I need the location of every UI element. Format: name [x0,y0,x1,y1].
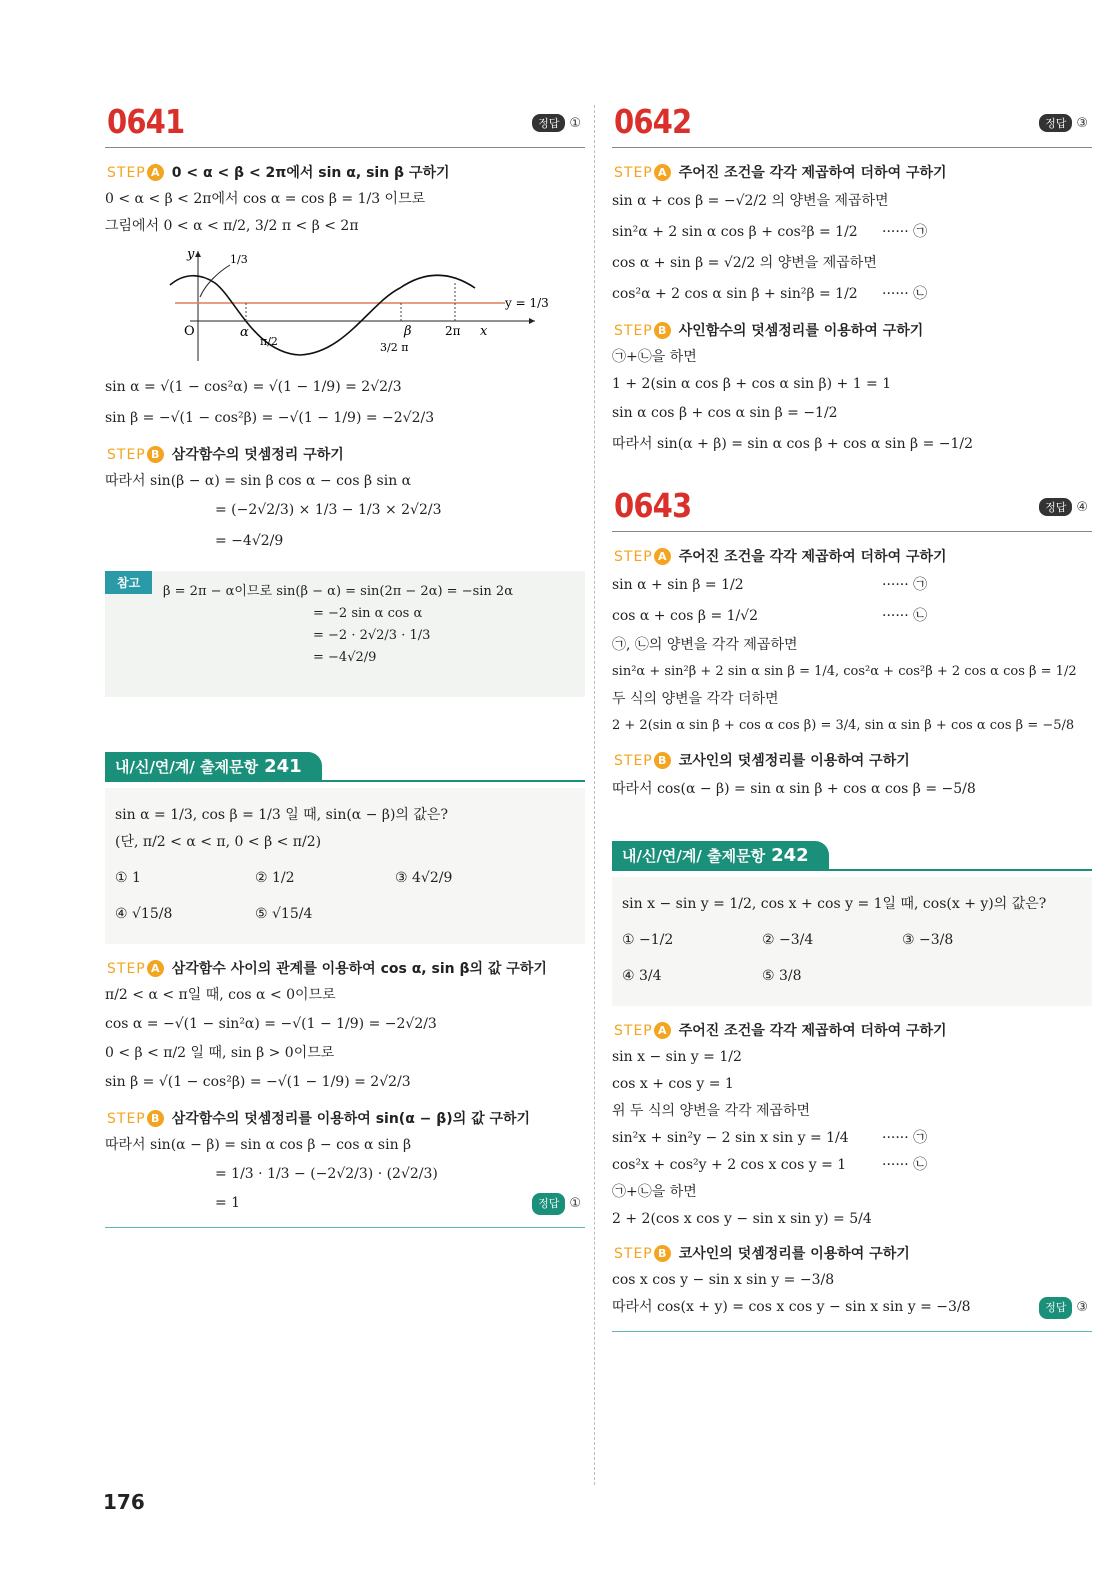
solution-line: ㉠+㉡을 하면 [612,1184,697,1200]
answer-choices [115,860,575,932]
solution-line: sin²α + 2 sin α cos β + cos²β = 1/2 ······ ㉠ [612,220,1092,244]
right-column [612,100,1092,1332]
answer-choices [622,922,1082,994]
equation-marker: ······ ㉡ [882,286,928,302]
problem-number: 0642 [614,102,692,141]
solution-line: 따라서 sin(β − α) = sin β cos α − cos β sin α [105,473,412,489]
solution-line: cos x + cos y = 1 [612,1076,734,1092]
step-b-heading: STEP B 코사인의 덧셈정리를 이용하여 구하기 [614,753,910,769]
step-a-heading: STEP A 0 < α < β < 2π에서 sin α, sin β 구하기 [107,165,450,181]
solution-line: sin β = −√(1 − cos²β) = −√(1 − 1/9) = −2√2/3 [105,410,435,426]
choice: ① −1/2 [622,932,674,948]
question-box [105,788,585,944]
equation-marker: ······ ㉡ [882,1157,928,1173]
section-end-line [105,1227,585,1228]
alpha-label: α [240,325,249,340]
solution-line: 위 두 식의 양변을 각각 제곱하면 [612,1103,811,1119]
solution-line: ㉠+㉡을 하면 [612,349,697,365]
problem-number: 0643 [614,486,692,525]
solution-line: sin²x + sin²y − 2 sin x sin y = 1/4 ······ ㉠ [612,1130,928,1146]
choice: ② 1/2 [255,870,295,886]
question-condition: (단, π/2 < α < π, 0 < β < π/2) [115,834,322,850]
problem-header-0641 [105,100,585,148]
column-divider [594,105,595,1485]
equation-marker: ······ ㉡ [882,608,928,624]
y-axis-label: y [187,247,195,262]
question-text: sin x − sin y = 1/2, cos x + cos y = 1일 때, cos(x + y)의 값은? [622,896,1047,912]
page-number: 176 [103,1490,145,1514]
solution-line: cos α + sin β = √2/2 의 양변을 제곱하면 [612,255,877,271]
step-a-heading: STEP A 주어진 조건을 각각 제곱하여 더하여 구하기 [614,549,947,565]
solution-line: cos²x + cos²y + 2 cos x cos y = 1 ······ ㉡ [612,1157,928,1173]
solution-line: sin α = √(1 − cos²α) = √(1 − 1/9) = 2√2/3 [105,379,402,395]
solution-line: = −4√2/9 [215,533,284,549]
solution-line: = 1/3 · 1/3 − (−2√2/3) · (2√2/3) [215,1166,438,1182]
answer-badge: 정답 ③ [1039,114,1088,132]
choice: ④ 3/4 [622,968,662,984]
solution-line: 2 + 2(cos x cos y − sin x sin y) = 5/4 [612,1211,872,1227]
solution-line: sin β = √(1 − cos²β) = −√(1 − 1/9) = 2√2/3 [105,1074,411,1090]
solution-line: 두 식의 양변을 각각 더하면 [612,691,779,707]
solution-line: sin x − sin y = 1/2 [612,1049,742,1065]
step-b-heading: STEP B 사인함수의 덧셈정리를 이용하여 구하기 [614,323,924,339]
question-text: sin α = 1/3, cos β = 1/3 일 때, sin(α − β)의 값은? [115,807,448,823]
solution-line: = 1 정답 ① [105,1193,585,1213]
choice: ⑤ 3/8 [762,968,802,984]
step-a-heading: STEP A 주어진 조건을 각각 제곱하여 더하여 구하기 [614,165,947,181]
solution-line: ㉠, ㉡의 양변을 각각 제곱하면 [612,637,798,653]
related-problem-banner-242: 내/신/연/계/ 출제문항 242 [612,841,1092,871]
origin-label: O [184,324,195,339]
solution-line: 따라서 sin(α + β) = sin α cos β + cos α sin β = −1/2 [612,436,974,452]
problem-number: 0641 [107,102,185,141]
reference-text: β = 2π − α이므로 sin(β − α) = sin(2π − 2α) = −sin 2α = −2 sin α cos α = −2 · 2√2/3 · 1/3 = −4√2/9 [163,584,513,665]
equation-marker: ······ ㉠ [882,577,928,593]
step-a-heading: STEP A 삼각함수 사이의 관계를 이용하여 cos α, sin β의 값 구하기 [107,961,547,977]
left-column [105,100,585,1228]
solution-line: cos α + cos β = 1/√2 ······ ㉡ [612,604,1092,628]
choice: ⑤ √15/4 [255,906,313,922]
solution-line: = (−2√2/3) × 1/3 − 1/3 × 2√2/3 [215,502,442,518]
solution-line: 0 < β < π/2 일 때, sin β > 0이므로 [105,1045,335,1061]
problem-header-0643 [612,484,1092,532]
step-b-heading: STEP B 삼각함수의 덧셈정리 구하기 [107,447,344,463]
choice: ③ −3/8 [902,932,954,948]
solution-line: 0 < α < β < 2π에서 cos α = cos β = 1/3 이므로 [105,191,426,207]
three-pi-half-label: 3/2 π [380,341,409,354]
solution-line: 따라서 cos(α − β) = sin α sin β + cos α cos β = −5/8 [612,781,976,797]
pi-half-label: π/2 [260,335,278,348]
section-end-line [612,1331,1092,1332]
problem-header-0642 [612,100,1092,148]
two-pi-label: 2π [445,324,461,338]
one-third-label: 1/3 [230,253,248,266]
answer-badge: 정답 ④ [1039,498,1088,516]
horizontal-line-label: y = 1/3 [505,296,549,310]
choice: ① 1 [115,870,141,886]
answer-badge: 정답 ① [532,114,581,132]
step-b-heading: STEP B 삼각함수의 덧셈정리를 이용하여 sin(α − β)의 값 구하기 [107,1111,531,1127]
x-axis-label: x [480,324,488,339]
step-b-heading: STEP B 코사인의 덧셈정리를 이용하여 구하기 [614,1246,910,1262]
solution-line: sin α + sin β = 1/2 ······ ㉠ [612,573,1092,597]
related-problem-banner-241: 내/신/연/계/ 출제문항 241 [105,752,585,782]
cosine-graph [160,243,580,368]
equation-marker: ······ ㉠ [882,224,928,240]
reference-label: 참고 [105,571,152,594]
answer-badge: 정답 ③ [1039,1297,1088,1319]
question-box [612,877,1092,1006]
solution-line: cos²α + 2 cos α sin β + sin²β = 1/2 ······ ㉡ [612,282,1092,306]
solution-line: cos x cos y − sin x sin y = −3/8 [612,1272,835,1288]
solution-line: 따라서 cos(x + y) = cos x cos y − sin x sin y = −3/8 정답 ③ [612,1297,1092,1317]
reference-box [105,571,585,697]
equation-marker: ······ ㉠ [882,1130,928,1146]
solution-line: cos α = −√(1 − sin²α) = −√(1 − 1/9) = −2√2/3 [105,1016,437,1032]
solution-line: 2 + 2(sin α sin β + cos α cos β) = 3/4, sin α sin β + cos α cos β = −5/8 [612,718,1075,733]
choice: ② −3/4 [762,932,814,948]
solution-line: 그림에서 0 < α < π/2, 3/2 π < β < 2π [105,218,359,234]
solution-line: 따라서 sin(α − β) = sin α cos β − cos α sin β [105,1137,412,1153]
solution-line: 1 + 2(sin α cos β + cos α sin β) + 1 = 1 [612,376,892,392]
solution-line: sin α + cos β = −√2/2 의 양변을 제곱하면 [612,193,889,209]
solution-line: π/2 < α < π일 때, cos α < 0이므로 [105,987,336,1003]
beta-label: β [404,324,412,339]
choice: ④ √15/8 [115,906,173,922]
solution-line: sin α cos β + cos α sin β = −1/2 [612,405,838,421]
choice: ③ 4√2/9 [395,870,453,886]
solution-line: sin²α + sin²β + 2 sin α sin β = 1/4, cos²α + cos²β + 2 cos α cos β = 1/2 [612,664,1077,679]
step-a-heading: STEP A 주어진 조건을 각각 제곱하여 더하여 구하기 [614,1023,947,1039]
answer-badge: 정답 ① [532,1193,581,1215]
